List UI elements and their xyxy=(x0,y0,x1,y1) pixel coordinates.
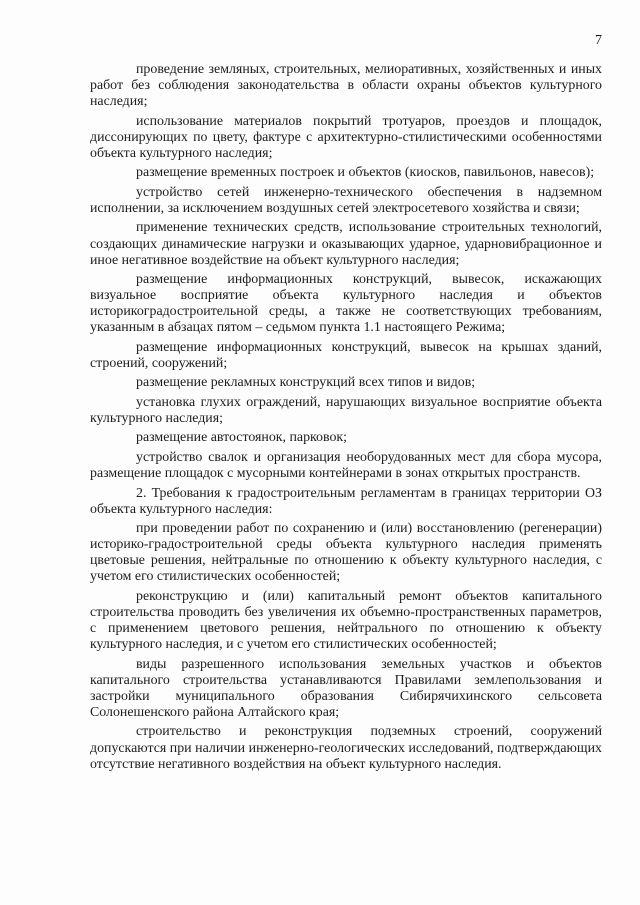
paragraph: строительство и реконструкция подземных строений, сооружений допускаются при наличии инженерно-геологических исследований, подтверждающих отсутствие негативного воздействия на объект культурного наследия. xyxy=(90,724,602,772)
paragraph: проведение земляных, строительных, мелиоративных, хозяйственных и иных работ без соблюдения законодательства в области охраны объектов культурного наследия; xyxy=(90,62,602,110)
paragraph: размещение автостоянок, парковок; xyxy=(136,430,348,446)
section-heading-paragraph: 2. Требования к градостроительным регламентам в границах территории ОЗ объекта культурного наследия: xyxy=(90,485,602,517)
paragraph: установка глухих ограждений, нарушающих визуальное восприятие объекта культурного наследия; xyxy=(90,394,602,426)
paragraph: при проведении работ по сохранению и (или) восстановлению (регенерации) историко-градостроительной среды объекта культурного наследия применять цветовые решения, нейтральные по отношению к объекту культурного наследия, с учетом его стилистических особенностей; xyxy=(90,521,602,585)
paragraph: размещение временных построек и объектов (киосков, павильонов, навесов); xyxy=(136,165,595,181)
document-body xyxy=(90,62,602,773)
paragraph: использование материалов покрытий тротуаров, проездов и площадок, диссонирующих по цвету, фактуре с архитектурно-стилистическими особенностями объекта культурного наследия; xyxy=(90,113,602,161)
paragraph: виды разрешенного использования земельных участков и объектов капитального строительства устанавливаются Правилами землепользования и застройки муниципального образования Сибирячихинского сельсовета Солонешенского района Алтайского края; xyxy=(90,656,602,720)
page-number: 7 xyxy=(595,33,602,48)
paragraph: устройство свалок и организация необорудованных мест для сбора мусора, размещение площадок с мусорными контейнерами в зонах открытых пространств. xyxy=(90,449,602,482)
paragraph: устройство сетей инженерно-технического обеспечения в надземном исполнении, за исключением воздушных сетей электросетевого хозяйства и связи; xyxy=(90,184,602,216)
paragraph: размещение информационных конструкций, вывесок на крышах зданий, строений, сооружений; xyxy=(90,339,602,371)
paragraph: реконструкцию и (или) капитальный ремонт объектов капитального строительства проводить без увеличения их объемно-пространственных параметров, с применением цветового решения, нейтрального по отношению к объекту культурного наследия, и с учетом его стилистических особенностей; xyxy=(90,588,602,653)
paragraph: размещение информационных конструкций, вывесок, искажающих визуальное восприятие объекта культурного наследия и объектов историкоградостроительной среды, а также не соответствующих требованиям, указанным в абзацах пятом – седьмом пункта 1.1 настоящего Режима; xyxy=(90,272,602,336)
paragraph: размещение рекламных конструкций всех типов и видов; xyxy=(136,375,476,391)
paragraph: применение технических средств, использование строительных технологий, создающих динамические нагрузки и оказывающих ударное, ударновибрационное и иное негативное воздействие на объект культурного наследия; xyxy=(90,220,602,268)
